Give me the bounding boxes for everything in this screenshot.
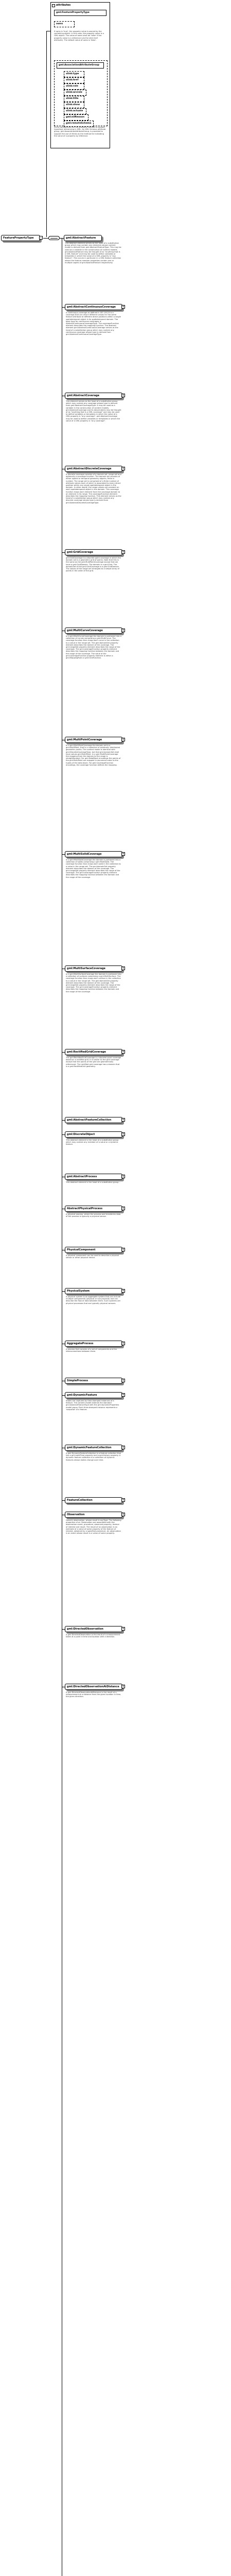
element-label: FeatureCollection xyxy=(67,1499,93,1502)
root-expand-icon[interactable]: − xyxy=(40,236,43,240)
element-doc: Generic observation, whose result is anyType. The following properties of an Observation are associated with the observation event, procedure, observed property, feature of interest and result. The result of an observation is an estimate of a value of some property of the feature of interest, obtained by a specified procedure. An observation is an event whose result is a value of some property. xyxy=(66,1519,121,1535)
sequence-connector xyxy=(48,236,60,240)
element-doc: States are captured by time-stamped instances of a feature. The content model extends the standard gml:AbstractFeatureType with the gml:dynamicProperties model group. Each time-stamped instance represents a 'snapshot' of a feature. xyxy=(66,1400,119,1411)
element-label: gml:DynamicFeature xyxy=(67,1394,97,1397)
substitution-element[interactable] xyxy=(65,851,122,857)
element-label: gml:DirectedObservation xyxy=(67,1628,103,1631)
expand-icon[interactable]: + xyxy=(122,1379,125,1382)
substitution-element[interactable] xyxy=(65,1626,122,1632)
association-group-title[interactable]: gml:AssociationAttributeGroup xyxy=(57,62,104,69)
expand-icon[interactable]: + xyxy=(122,1289,125,1293)
element-label: gml:MultiSolidCoverage xyxy=(67,853,102,856)
substitution-element[interactable] xyxy=(65,1512,122,1518)
gml-nilreason-attr[interactable]: gml:nilReason xyxy=(64,114,88,121)
element-doc: In a gml:MultiSurfaceCoverage the domain is partioned into a collection of surfaces comprising a gml:MultiSurface. The coverage function than maps each surface in the collection to a value in the range set. The gml:domainSet property element describes the domain of the coverage. The gml:rangeSet property element describes the range of the coverage. The gml:coverageFunction property element describes the mapping function between the domain and the range of the coverage. xyxy=(66,973,121,993)
association-group-doc: XLink components are the standard method to support hypertext referencing in XML. An XML Schema attribute group, gml:AssociationAttributeGroup, is provided to support the use of Xlinks as the method for indicating the value of a property by reference. xyxy=(54,126,106,137)
root-label: FeaturePropertyType xyxy=(3,236,34,240)
xlink-actuate-attr[interactable]: xlink:actuate xyxy=(64,108,86,114)
element-doc: A gml:DirectedObservationAtDistance is the result of a measurement at a distance from the given location in time, the given direction. xyxy=(66,1691,121,1698)
expand-icon[interactable]: + xyxy=(122,1342,125,1345)
expand-icon[interactable]: + xyxy=(122,852,125,856)
expand-icon[interactable]: + xyxy=(122,1498,125,1502)
substitution-element[interactable] xyxy=(65,1684,122,1690)
substitution-element[interactable] xyxy=(65,1341,122,1347)
element-doc: A physical system is an aggregate system that can include multiple components (physical or non-physical) and can describe the flow of data between them. Such systems are physical processes that are typically physical sensors. xyxy=(66,1296,121,1304)
substitution-element[interactable] xyxy=(65,549,122,555)
substitution-element[interactable] xyxy=(65,1049,122,1055)
element-label: Observation xyxy=(67,1513,85,1516)
xlink-show-attr[interactable]: xlink:show xyxy=(64,102,84,108)
element-doc: In a gml:MultiSolidCoverage the domain is partioned into a collection of solids comprising a gml:MultiSolid. The coverage function than maps each solid in the collection to a value in the range set. The gml:domainSet property element describes the domain of the coverage. The gml:rangeSet property element describes the range of the coverage. The gml:coverageFunction property element describes the mapping function between the domain and the range of the coverage. xyxy=(66,859,121,878)
element-label: SimpleProcess xyxy=(67,1379,88,1382)
element-label: gml:MultiPointCoverage xyxy=(67,738,102,741)
expand-icon[interactable]: + xyxy=(122,1248,125,1251)
element-doc: This abstract element is the head of a substitution group which may contain any member of a value or a dynamic feature. xyxy=(66,1139,119,1146)
element-doc: A continuous coverage as defined in ISO 19123 is a coverage that can return different values for the same feature attribute at different direct positions within a single spatiotemporal object in its spatiotemporal domain. The base type for continuous coverages is AbstractContinuousCoverageType. The coverageFunction element describes the mapping function. The abstract element gml:AbstractContinuousCoverage serves as the head of a substitution group which may contain any continuous coverage whose type is derived from gml:AbstractContinuousCoverageType. xyxy=(66,312,121,336)
choice-doc: This abstract element serves as the head of a substitution group which may contain any elements whose content model is derived from gml:AbstractFeatureType. This may be used as a variable in the construction of content models. gml:AbstractFeature may be thought of as "anything that is a GML feature" and may be used to define variables or templates in which the value of a GML property is "any feature". This occurs in particular in a GML feature collection where the feature member properties contain one or multiple copies of gml:AbstractFeature respectively. xyxy=(65,242,121,264)
substitution-element[interactable] xyxy=(65,466,122,472)
element-doc: A physical component can be used to describe a physical sensor or other physical device. xyxy=(66,1255,119,1259)
expand-icon[interactable]: + xyxy=(122,1207,125,1210)
expand-icon[interactable]: + xyxy=(122,1513,125,1516)
expand-icon[interactable]: + xyxy=(122,1050,125,1054)
attributes-frame xyxy=(50,2,110,148)
element-doc: This element serves as the head of a substitution group which may contain any coverage whose type is derived from gml:AbstractCoverageType. It may be used as a variable in the construction of content models. gml:AbstractCoverage and its descendents may be thought of as "anything that is a GML coverage" and may be used to define variables or templates in which the value of a GML property is "any coverage". gml:AbstractCoverage may be used to define variables or templates in which the value of a GML property is "any coverage". xyxy=(66,400,121,422)
element-label: gml:GridCoverage xyxy=(67,551,93,554)
substitution-element[interactable] xyxy=(65,965,122,972)
attributes-header: attributes xyxy=(56,4,71,7)
expand-icon[interactable]: + xyxy=(122,1118,125,1122)
element-label: gml:MultiSurfaceCoverage xyxy=(67,967,105,970)
element-doc: The gml:RectifiedGridCoverage is a discrete point coverage based on a rectified grid. It is similar to the grid coverage except that the points of the grid are geometrically referenced. The rectified grid coverage has a domain that is a gml:RectifiedGrid geometry. xyxy=(66,1057,121,1067)
element-label: gml:AbstractContinuousCoverage xyxy=(67,306,116,309)
substitution-element[interactable] xyxy=(65,1288,122,1294)
xlink-role-attr[interactable]: xlink:role xyxy=(64,83,84,90)
expand-icon[interactable]: + xyxy=(122,738,125,741)
element-label: AbstractPhysicalProcess xyxy=(67,1207,103,1210)
substitution-element[interactable] xyxy=(65,1117,122,1123)
element-doc: In a gml:MultiCurveCoverage the domain is partioned into a collection of curves comprising a gml:MultiCurve. The coverage function then maps each curve in the collection to a value in the range set. The gml:domainSet property element describes the domain of the coverage. The gml:rangeSet property element describes the range of the coverage. The gml:coverageFunction property element describes the mapping function between the domain and the range of the coverage. The value of the gml:coverageFunction property element is either a gml:MappingRule or gml:GridFunction. xyxy=(66,635,121,659)
element-label: gml:DirectedObservationAtDistance xyxy=(67,1685,119,1688)
expand-icon[interactable]: + xyxy=(122,467,125,470)
element-doc: This abstract element is the head of a substitution group... xyxy=(66,1181,120,1183)
element-doc: A discrete coverage consists of a domain set, range set and optionally a coverage function. The domain set consists of either spatial or temporal geometry objects, finite in number. The range set is comprised of a finite number of attribute values each of which is associated to every direct position within any single spatiotemporal object in the domain. In other words, the range values are constant on each spatiotemporal object in the domain. This coverage function maps each element from the coverage domain to an element in its range. The coverageFunction element describes the mapping function. This element serves as the head of a substitution group which may contain any discrete coverage whose type is derived from gml:AbstractDiscreteCoverageType. xyxy=(66,473,121,504)
attribute-feature-property-type[interactable]: gml:FeaturePropertyType xyxy=(54,10,106,16)
element-doc: A gml:DirectedObservation is the result of a measurement taken at a point in time and location with a direction. xyxy=(66,1634,120,1638)
element-label: PhysicalSystem xyxy=(67,1290,90,1293)
expand-icon[interactable]: + xyxy=(122,394,125,397)
association-group xyxy=(54,60,108,126)
substitution-element[interactable] xyxy=(65,1445,122,1451)
element-label: gml:AbstractCoverage xyxy=(67,394,100,397)
element-label: gml:RectifiedGridCoverage xyxy=(67,1050,106,1054)
substitution-element[interactable] xyxy=(65,304,122,310)
substitution-element[interactable] xyxy=(65,1497,122,1503)
expand-icon[interactable]: + xyxy=(122,967,125,970)
expand-icon[interactable]: + xyxy=(122,1175,125,1178)
expand-icon[interactable]: + xyxy=(122,550,125,554)
xlink-arcrole-attr[interactable]: xlink:arcrole xyxy=(64,90,86,96)
choice-label: gml:AbstractFeature xyxy=(66,236,96,240)
element-doc: In a gml:MultiPointCoverage the domain set is a gml:MultiPoint, that is a collection of arbitrarily distributed geometric points. The content model is identical with gml:DiscreteCoverageType, but that gml:domainSet shall have values gml:MultiPoint. In a gml:MultiPointCoverage the mapping from the domain to the range is straightforward. For gml:DataBlock encodings the points of the gml:MultiPoint are mapped in document order to the tuples of the data block. For gml:CoverageFunction encodings, the coverage function defines the mapping. xyxy=(66,744,121,766)
expand-icon[interactable]: + xyxy=(122,1446,125,1449)
expand-icon[interactable]: + xyxy=(122,1627,125,1631)
element-label: gml:DynamicFeatureCollection xyxy=(67,1446,112,1449)
attribute-owns[interactable]: owns xyxy=(54,21,75,27)
substitution-element[interactable] xyxy=(65,1378,122,1384)
substitution-element[interactable] xyxy=(65,393,122,399)
attribute-owns-doc: If owns is 'true', the property value is owned by the containing object. In this case, the property value is a GML object. The value of owns shall be 'false' if the property value is a reference (via the xlink:href attribute). The default value of owns is 'false'. xyxy=(54,30,104,41)
substitution-element[interactable] xyxy=(65,1174,122,1180)
element-label: gml:AbstractFeatureCollection xyxy=(67,1118,112,1122)
root-to-attributes-line xyxy=(46,31,47,237)
element-label: gml:DiscreteObject xyxy=(67,1133,95,1136)
xlink-title-attr[interactable]: xlink:title xyxy=(64,96,84,102)
element-doc: gml:GridCoverage is a discrete point coverage in which the domain set is a geometric grid of points. Note that this is the same as the gml:MultiPointCoverage except that we have a gml:GridDomain. The domain is a gml:Grid. The domainSet of the gml:GridCoverage is a gml:GridDomain. The values of the range are arranged as a simple array of points in the order of the grid. xyxy=(66,557,121,572)
expand-icon[interactable]: + xyxy=(122,305,125,309)
attributes-icon xyxy=(52,4,55,7)
element-label: AggregateProcess xyxy=(67,1342,94,1345)
element-label: gml:AbstractDiscreteCoverage xyxy=(67,467,112,470)
expand-icon[interactable]: + xyxy=(122,1393,125,1397)
element-label: gml:MultiCurveCoverage xyxy=(67,629,103,632)
gml-remoteschema-attr[interactable]: gml:remoteSchema xyxy=(64,121,94,127)
element-label: PhysicalComponent xyxy=(67,1248,96,1251)
substitution-element[interactable] xyxy=(65,1206,122,1212)
substitution-element[interactable] xyxy=(65,628,122,634)
substitution-element[interactable] xyxy=(65,1247,122,1253)
element-label: gml:AbstractProcess xyxy=(67,1175,97,1178)
substitution-element[interactable] xyxy=(65,737,122,743)
root-element[interactable] xyxy=(1,235,40,241)
substitution-element[interactable] xyxy=(65,1392,122,1398)
expand-icon[interactable]: + xyxy=(122,1685,125,1688)
element-doc: A process that consists of a set of components and the interconnections between them. xyxy=(66,1348,117,1353)
xlink-type-attr[interactable]: xlink:type xyxy=(64,71,84,77)
choice-element[interactable] xyxy=(64,235,102,241)
root-to-sequence-line xyxy=(43,238,48,239)
expand-icon[interactable]: + xyxy=(122,1132,125,1136)
expand-icon[interactable]: + xyxy=(122,629,125,632)
xlink-href-attr[interactable]: xlink:href xyxy=(64,77,84,83)
substitution-element[interactable] xyxy=(65,1131,122,1138)
element-doc: A physical process, where the process and transforms data of the process is typically a physical sensor. xyxy=(66,1213,121,1218)
element-doc: A gml:DynamicFeatureCollection is a feature collection that has a gml:validTime property and a gml:history property. A dynamic feature collection is a collection of dynamic features whose states change over time. xyxy=(66,1452,121,1461)
